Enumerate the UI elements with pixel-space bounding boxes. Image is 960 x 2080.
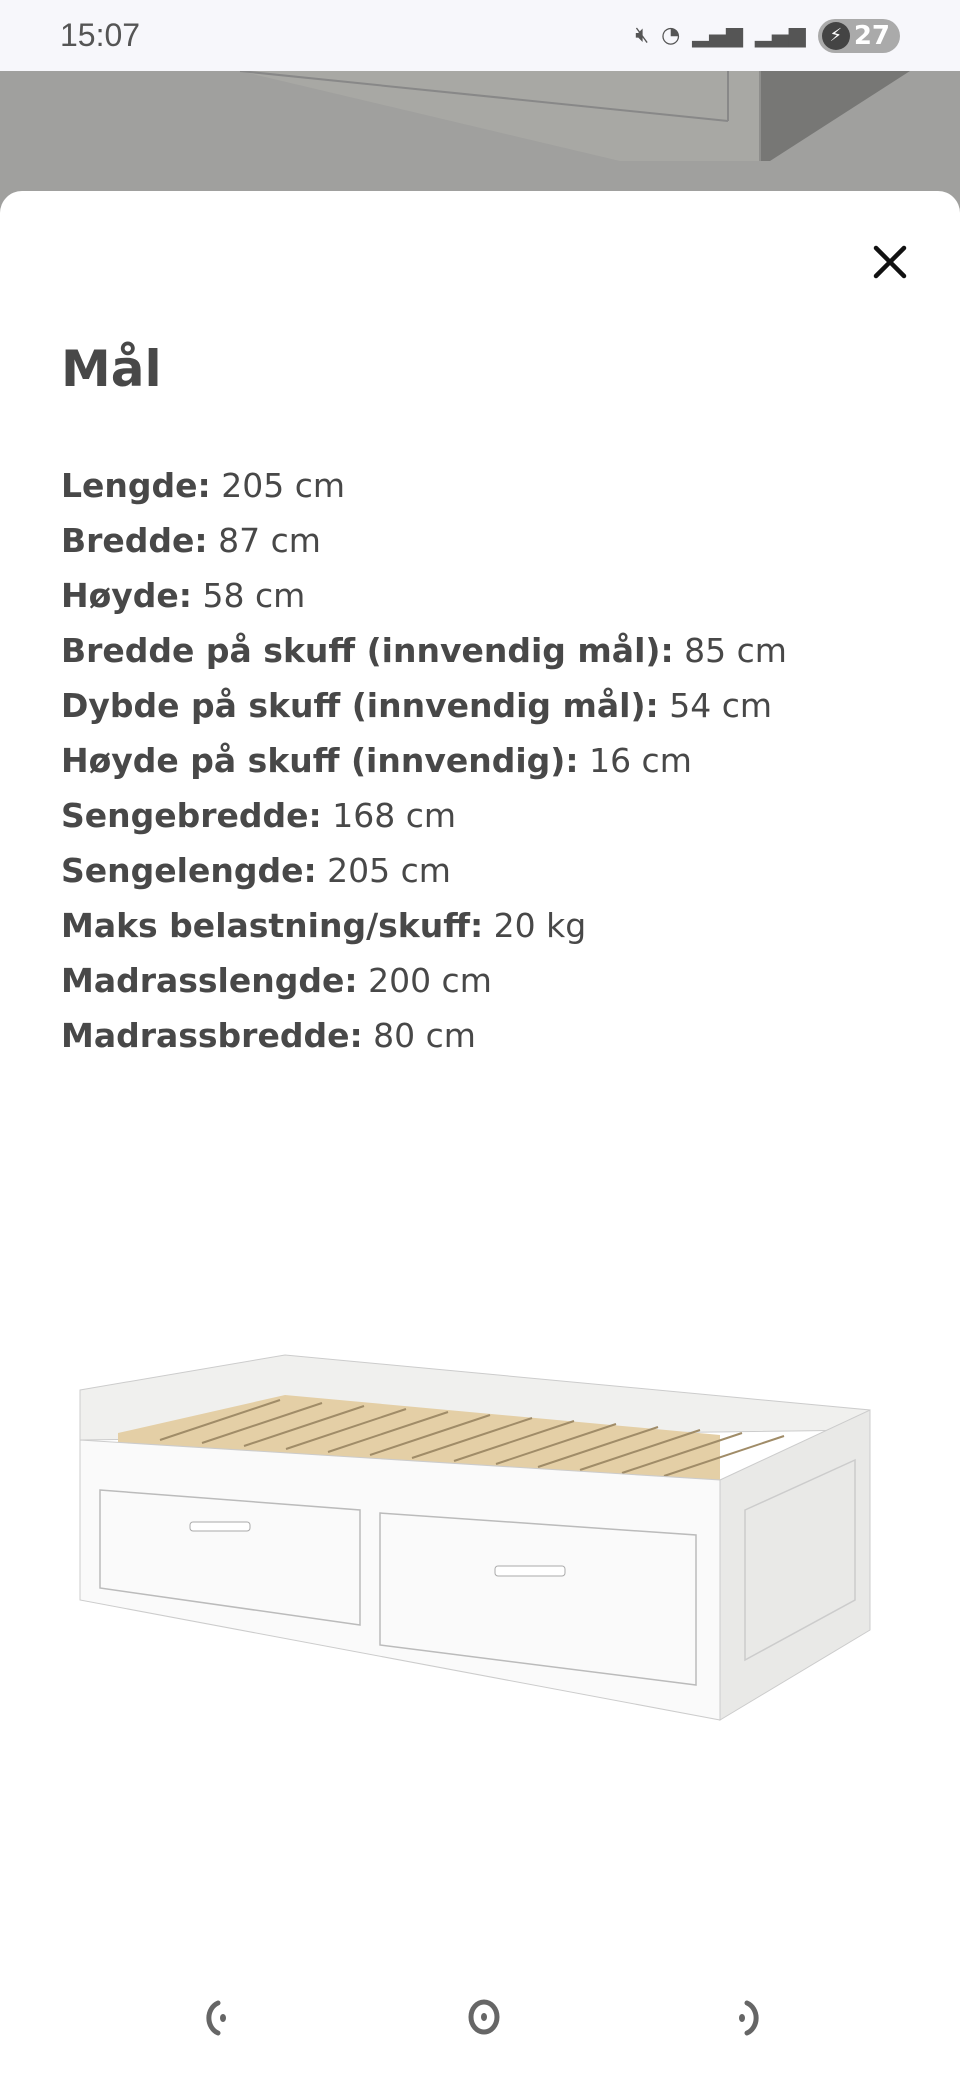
dimensions-list xyxy=(61,458,787,1063)
dimension-item xyxy=(61,623,787,678)
dimension-label: Dybde på skuff (innvendig mål): xyxy=(61,686,659,725)
nav-back-button[interactable] xyxy=(185,1990,245,2044)
status-bar xyxy=(0,0,960,71)
dimension-value: 58 cm xyxy=(202,576,306,615)
dimension-label: Madrassbredde: xyxy=(61,1016,363,1055)
mute-icon: 🔇︎ xyxy=(635,23,650,48)
dimension-label: Bredde: xyxy=(61,521,208,560)
dimension-value: 20 kg xyxy=(493,906,587,945)
dimension-item xyxy=(61,733,787,788)
nav-recents-button[interactable] xyxy=(720,1990,780,2044)
dimension-item xyxy=(61,953,787,1008)
dimension-item xyxy=(61,788,787,843)
dimension-value: 168 cm xyxy=(332,796,457,835)
dimension-item xyxy=(61,898,787,953)
sheet-title: Mål xyxy=(61,340,162,398)
dimension-item xyxy=(61,568,787,623)
dimension-label: Madrasslengde: xyxy=(61,961,358,1000)
product-image-daybed xyxy=(70,1340,890,1730)
dimension-label: Høyde på skuff (innvendig): xyxy=(61,741,579,780)
dimension-item xyxy=(61,458,787,513)
charging-icon: ⚡︎ xyxy=(822,22,850,50)
dimension-label: Bredde på skuff (innvendig mål): xyxy=(61,631,674,670)
dimension-label: Høyde: xyxy=(61,576,193,615)
dimension-item xyxy=(61,513,787,568)
dimension-value: 54 cm xyxy=(669,686,773,725)
wifi-icon: ◔ xyxy=(661,23,681,48)
battery-indicator xyxy=(818,19,900,53)
background-product-image xyxy=(0,71,960,201)
battery-level: 27 xyxy=(853,20,890,51)
status-time: 15:07 xyxy=(60,17,141,53)
status-icons xyxy=(635,19,900,53)
dimension-value: 205 cm xyxy=(327,851,451,890)
signal-icon: ▂▄▆ xyxy=(692,23,744,48)
close-button[interactable] xyxy=(866,238,914,286)
dimension-item xyxy=(61,678,787,733)
dimension-value: 87 cm xyxy=(218,521,321,560)
dimension-label: Sengebredde: xyxy=(61,796,322,835)
dimension-value: 200 cm xyxy=(368,961,492,1000)
dimension-item xyxy=(61,1008,787,1063)
signal-roaming-icon: ▂▄▆ xyxy=(755,23,806,48)
dimension-label: Sengelengde: xyxy=(61,851,317,890)
dimension-value: 205 cm xyxy=(221,466,346,505)
dimension-value: 80 cm xyxy=(373,1016,476,1055)
dimension-value: 85 cm xyxy=(684,631,787,670)
dimension-item xyxy=(61,843,787,898)
dimension-label: Maks belastning/skuff: xyxy=(61,906,484,945)
dimension-value: 16 cm xyxy=(589,741,692,780)
nav-home-button[interactable] xyxy=(454,1990,514,2044)
dimension-label: Lengde: xyxy=(61,466,211,505)
